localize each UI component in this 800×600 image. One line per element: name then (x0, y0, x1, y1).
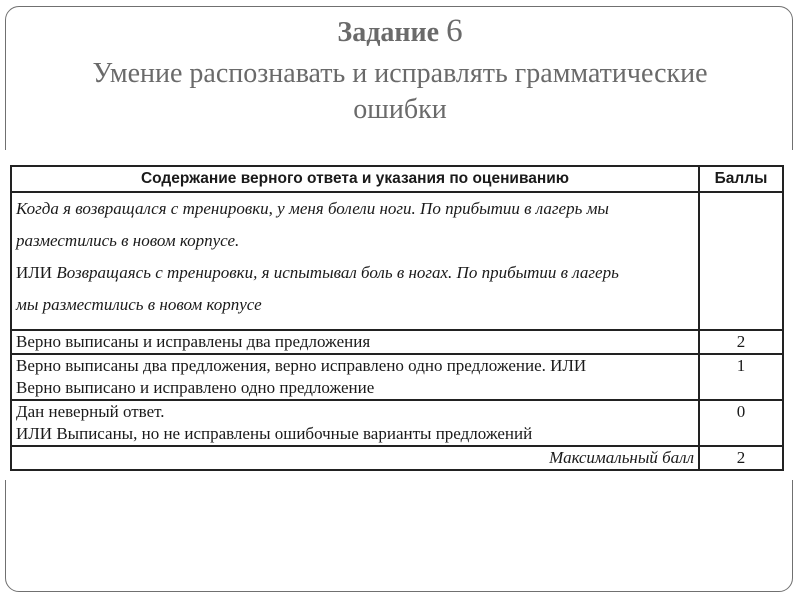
task-number: 6 (446, 13, 463, 49)
answer-cell (11, 192, 699, 330)
criterion-text-2: Верно выписано и исправлено одно предложение (16, 378, 375, 397)
task-subtitle-line1: Умение распознавать и исправлять грамматические (92, 58, 708, 89)
grading-table (10, 165, 784, 471)
task-subtitle-line2: ошибки (353, 94, 447, 125)
score-cell: 1 (699, 354, 783, 400)
criterion-text: Верно выписаны два предложения, верно исправлено одно предложение. ИЛИ (16, 356, 587, 375)
table-row (11, 400, 783, 446)
answer-line-1: Когда я возвращался с тренировки, у меня болели ноги. По прибытии в лагерь мы (16, 199, 609, 218)
task-title-prefix: Задание (337, 17, 447, 48)
score-cell: 2 (699, 330, 783, 354)
max-score-label: Максимальный балл (11, 446, 699, 470)
answer-line-4: мы разместились в новом корпусе (16, 295, 262, 314)
task-subtitle (0, 56, 800, 128)
answer-line-2: разместились в новом корпусе. (16, 231, 240, 250)
criterion-cell (11, 400, 699, 446)
criterion-text: Дан неверный ответ. (16, 402, 165, 421)
criterion-text-2: ИЛИ Выписаны, но не исправлены ошибочные варианты предложений (16, 424, 533, 443)
task-title (0, 12, 800, 52)
max-score-row (11, 446, 783, 470)
criterion-text: Верно выписаны и исправлены два предложения (16, 332, 371, 351)
table-row (11, 330, 783, 354)
slide-title (0, 12, 800, 128)
table-header-row (11, 166, 783, 192)
table-row (11, 354, 783, 400)
answer-row (11, 192, 783, 330)
answer-or-label: ИЛИ (16, 263, 57, 282)
header-points: Баллы (699, 166, 783, 192)
answer-line-3-text: Возвращаясь с тренировки, я испытывал боль в ногах. По прибытии в лагерь (56, 263, 619, 282)
criterion-cell (11, 330, 699, 354)
answer-line-3 (16, 257, 694, 289)
score-cell: 0 (699, 400, 783, 446)
max-score-value: 2 (699, 446, 783, 470)
criterion-cell (11, 354, 699, 400)
answer-score-cell (699, 192, 783, 330)
header-content: Содержание верного ответа и указания по оцениванию (11, 166, 699, 192)
